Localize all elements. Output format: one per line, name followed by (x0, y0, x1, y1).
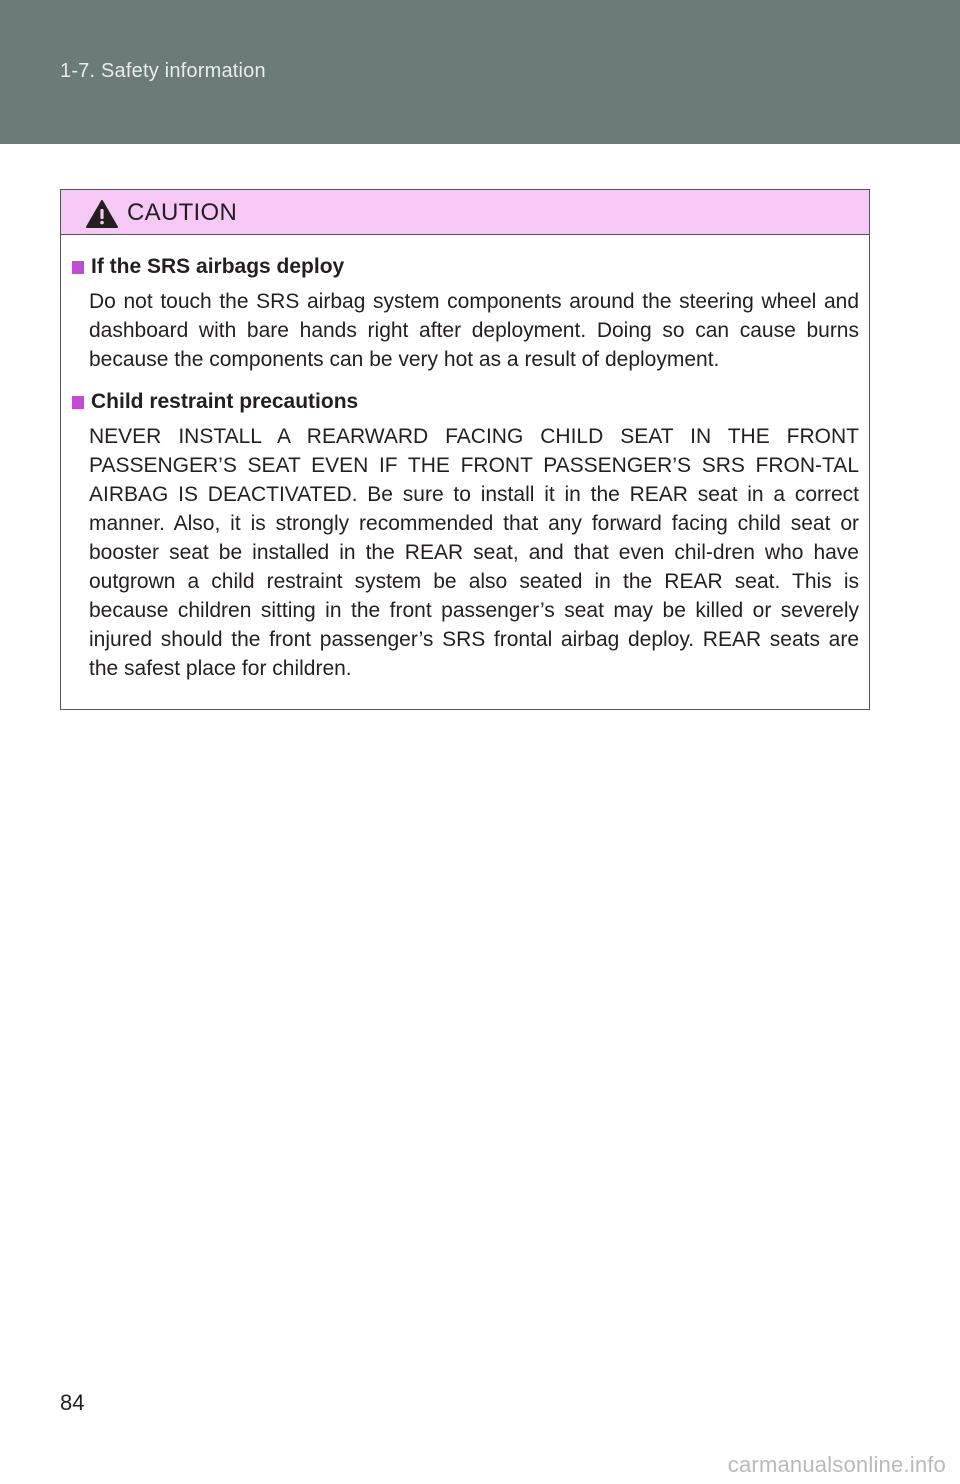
caution-section-airbags-deploy (71, 253, 859, 374)
section-heading-text: If the SRS airbags deploy (91, 255, 345, 278)
watermark: carmanualsonline.info (727, 1452, 946, 1477)
section-heading-text: Child restraint precautions (91, 390, 359, 413)
section-heading (71, 388, 859, 416)
caution-body (61, 235, 869, 683)
square-bullet-icon (72, 396, 84, 409)
section-body-text: NEVER INSTALL A REARWARD FACING CHILD SEAT IN THE FRONT PASSENGER’S SEAT EVEN IF THE FRONT PASSENGER’S SRS FRON-TAL AIRBAG IS DEACTIVATED. Be sure to install it in the REAR seat in a correct manner. Also, it is strongly recommended that any forward facing child seat or booster seat be installed in the REAR seat, and that even chil-dren who have outgrown a child restraint system be also seated in the REAR seat. This is because children sitting in the front passenger’s seat may be killed or severely injured should the front passenger’s SRS frontal airbag deploy. REAR seats are the safest place for children. (89, 425, 859, 680)
caution-box (60, 189, 870, 710)
header-band (0, 0, 960, 144)
caution-label: CAUTION (127, 199, 238, 226)
caution-header (61, 190, 869, 235)
page-number: 84 (60, 1390, 85, 1415)
caution-section-child-restraint (71, 388, 859, 683)
section-title: 1-7. Safety information (60, 60, 266, 82)
warning-triangle-icon (85, 199, 119, 229)
section-body-text: Do not touch the SRS airbag system components around the steering wheel and dashboard with bare hands right after deployment. Doing so can cause burns because the components can be very hot as a result of deployment. (89, 290, 859, 371)
square-bullet-icon (72, 261, 84, 274)
section-heading (71, 253, 859, 281)
